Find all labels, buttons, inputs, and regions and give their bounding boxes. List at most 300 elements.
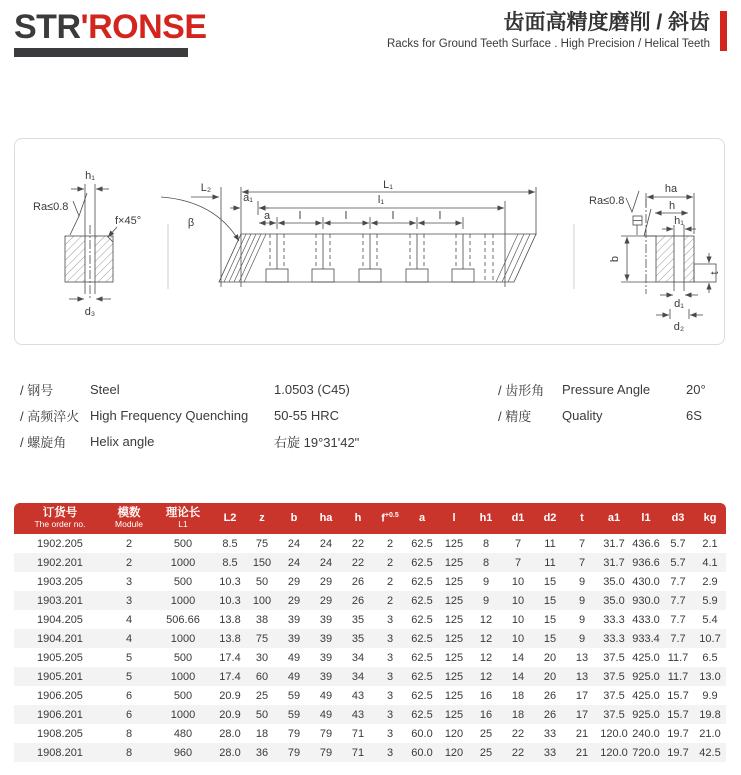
table-cell: 30 [255, 651, 269, 664]
column-header: a [406, 503, 438, 534]
table-cell: 49 [319, 689, 333, 702]
table-cell: 75 [255, 537, 269, 550]
spec-value: 20° [686, 381, 706, 397]
table-cell: 37.5 [603, 689, 625, 702]
table-cell: 16 [479, 708, 493, 721]
table-cell: 59 [287, 708, 301, 721]
table-body [14, 534, 726, 762]
table-cell: 5.4 [702, 613, 718, 626]
table-cell: 29 [319, 594, 333, 607]
table-row [14, 534, 726, 553]
table-cell: 10.3 [219, 575, 241, 588]
specs-right-column [498, 376, 727, 454]
table-cell: 60 [255, 670, 269, 683]
table-cell: 1905.201 [37, 670, 83, 683]
table-cell: 62.5 [411, 670, 433, 683]
table-cell: 20.9 [219, 708, 241, 721]
table-cell: 2 [125, 556, 133, 569]
table-cell: 1908.205 [37, 727, 83, 740]
table-cell: 925.0 [632, 670, 660, 683]
table-cell: 35 [351, 613, 365, 626]
table-cell: 17 [575, 708, 589, 721]
logo-underline-bar [14, 48, 188, 57]
table-cell: 43 [351, 708, 365, 721]
table-cell: 1904.205 [37, 613, 83, 626]
dim-label-t: t [709, 271, 721, 275]
table-cell: 18 [511, 689, 525, 702]
table-cell: 9.9 [702, 689, 718, 702]
table-cell: 11.7 [667, 651, 689, 664]
table-cell: 10.7 [699, 632, 721, 645]
table-cell: 33 [543, 727, 557, 740]
table-cell: 2 [125, 537, 133, 550]
table-cell: 10 [511, 575, 525, 588]
table-row [14, 610, 726, 629]
table-cell: 39 [319, 651, 333, 664]
spec-label-zh: / 钢号 [20, 382, 54, 398]
table-cell: 433.0 [632, 613, 660, 626]
spec-row-helix-angle [20, 428, 498, 454]
table-cell: 39 [287, 613, 301, 626]
dim-label-h1: h₁ [85, 170, 95, 182]
table-cell: 34 [351, 670, 365, 683]
table-cell: 75 [255, 632, 269, 645]
table-cell: 60.0 [411, 746, 433, 759]
table-cell: 33 [543, 746, 557, 759]
column-header: 理论长 L1 [152, 503, 214, 534]
table-cell: 22 [511, 727, 525, 740]
table-cell: 22 [351, 537, 365, 550]
table-cell: 500 [173, 575, 193, 588]
table-cell: 15 [543, 575, 557, 588]
table-cell: 7.7 [670, 594, 686, 607]
table-cell: 8.5 [222, 556, 238, 569]
table-cell: 7 [514, 556, 522, 569]
table-cell: 35.0 [603, 575, 625, 588]
dim-label-h1-side: h₁ [674, 215, 684, 227]
table-cell: 3 [386, 689, 394, 702]
table-cell: 1902.205 [37, 537, 83, 550]
table-cell: 26 [351, 594, 365, 607]
table-row [14, 667, 726, 686]
table-cell: 933.4 [632, 632, 660, 645]
table-cell: 62.5 [411, 689, 433, 702]
table-cell: 14 [511, 670, 525, 683]
column-header: a1 [598, 503, 630, 534]
column-header: l1 [630, 503, 662, 534]
table-cell: 31.7 [603, 556, 625, 569]
table-cell: 8 [482, 556, 490, 569]
table-cell: 24 [319, 556, 333, 569]
table-cell: 3 [386, 632, 394, 645]
spec-row-steel [20, 376, 498, 402]
table-cell: 71 [351, 727, 365, 740]
table-cell: 120.0 [600, 746, 628, 759]
table-cell: 7.7 [670, 575, 686, 588]
table-row [14, 743, 726, 762]
table-cell: 79 [319, 727, 333, 740]
spec-label-en: Helix angle [90, 433, 155, 449]
table-cell: 18 [255, 727, 269, 740]
dim-label-ha: ha [664, 183, 678, 195]
table-cell: 4 [125, 613, 133, 626]
table-cell: 125 [444, 632, 464, 645]
table-cell: 7 [514, 537, 522, 550]
table-cell: 62.5 [411, 537, 433, 550]
table-cell: 8.5 [222, 537, 238, 550]
dim-label-d3: d₃ [84, 306, 96, 318]
table-cell: 21.0 [699, 727, 721, 740]
dim-label-L1: L₁ [383, 179, 393, 191]
dim-label-l: l [391, 210, 395, 222]
table-cell: 720.0 [632, 746, 660, 759]
table-cell: 17 [575, 689, 589, 702]
spec-label-en: High Frequency Quenching [90, 407, 249, 423]
table-cell: 21 [575, 746, 589, 759]
table-cell: 19.7 [667, 727, 689, 740]
table-cell: 26 [543, 708, 557, 721]
table-header-row [14, 503, 726, 534]
dim-label-l: l [298, 210, 302, 222]
spec-label-zh: / 齿形角 [498, 382, 545, 398]
table-cell: 125 [444, 708, 464, 721]
table-cell: 39 [319, 632, 333, 645]
table-cell: 125 [444, 594, 464, 607]
table-cell: 5.7 [670, 556, 686, 569]
table-cell: 14 [511, 651, 525, 664]
table-cell: 13 [575, 651, 589, 664]
table-cell: 16 [479, 689, 493, 702]
table-cell: 37.5 [603, 708, 625, 721]
spec-value: 右旋 19°31'42" [274, 434, 360, 450]
table-cell: 8 [125, 746, 133, 759]
dim-label-d1: d₁ [674, 298, 684, 310]
table-cell: 33.3 [603, 613, 625, 626]
table-cell: 62.5 [411, 594, 433, 607]
table-cell: 3 [386, 727, 394, 740]
table-cell: 500 [173, 651, 193, 664]
table-cell: 125 [444, 651, 464, 664]
table-cell: 500 [173, 689, 193, 702]
table-cell: 1908.201 [37, 746, 83, 759]
table-cell: 13.0 [699, 670, 721, 683]
column-header: d3 [662, 503, 694, 534]
table-cell: 22 [351, 556, 365, 569]
table-cell: 3 [386, 708, 394, 721]
table-row [14, 629, 726, 648]
specs-left-column [20, 376, 498, 454]
table-row [14, 572, 726, 591]
logo-text [14, 10, 207, 44]
page-header [14, 10, 727, 57]
column-header: 订货号 The order no. [14, 503, 106, 534]
table-cell: 936.6 [632, 556, 660, 569]
column-header: $f^{+0.5}$ [374, 503, 406, 534]
end-view-diagram [33, 170, 141, 318]
table-cell: 13 [575, 670, 589, 683]
table-cell: 1904.201 [37, 632, 83, 645]
table-cell: 7 [578, 556, 586, 569]
table-cell: 71 [351, 746, 365, 759]
spec-label-en: Pressure Angle [562, 381, 651, 397]
table-cell: 436.6 [632, 537, 660, 550]
table-cell: 1902.201 [37, 556, 83, 569]
table-cell: 38 [255, 613, 269, 626]
table-cell: 10 [511, 613, 525, 626]
table-cell: 62.5 [411, 632, 433, 645]
table-row [14, 686, 726, 705]
table-cell: 13.8 [219, 632, 241, 645]
table-cell: 39 [319, 613, 333, 626]
table-cell: 1903.205 [37, 575, 83, 588]
technical-drawing-panel [14, 138, 725, 345]
spec-label-zh: / 精度 [498, 408, 532, 424]
table-cell: 62.5 [411, 613, 433, 626]
table-cell: 1905.205 [37, 651, 83, 664]
table-cell: 31.7 [603, 537, 625, 550]
table-cell: 37.5 [603, 670, 625, 683]
column-header: 模数 Module [106, 503, 152, 534]
table-cell: 26 [543, 689, 557, 702]
table-cell: 12 [479, 613, 493, 626]
table-cell: 1000 [170, 594, 196, 607]
column-header: d1 [502, 503, 534, 534]
table-cell: 120 [444, 746, 464, 759]
table-row [14, 724, 726, 743]
table-cell: 480 [173, 727, 193, 740]
table-cell: 10 [511, 594, 525, 607]
table-cell: 7.7 [670, 613, 686, 626]
table-cell: 49 [287, 651, 301, 664]
table-cell: 1906.205 [37, 689, 83, 702]
dim-label-l1: l₁ [377, 194, 385, 206]
table-cell: 9 [578, 613, 586, 626]
title-accent-bar [720, 11, 727, 51]
table-cell: 6 [125, 708, 133, 721]
table-cell: 22 [511, 746, 525, 759]
table-cell: 25 [479, 746, 493, 759]
column-header: z [246, 503, 278, 534]
spec-value: 50-55 HRC [274, 407, 340, 423]
table-cell: 10 [511, 632, 525, 645]
table-cell: 125 [444, 575, 464, 588]
dim-label-l: l [344, 210, 348, 222]
table-cell: 20 [543, 651, 557, 664]
table-cell: 1903.201 [37, 594, 83, 607]
table-cell: 62.5 [411, 651, 433, 664]
table-cell: 150 [252, 556, 272, 569]
spec-row-quality [498, 402, 727, 428]
table-cell: 11 [544, 556, 556, 569]
title-block [387, 10, 727, 51]
table-cell: 8 [125, 727, 133, 740]
column-header: L2 [214, 503, 246, 534]
table-cell: 19.8 [699, 708, 721, 721]
table-cell: 62.5 [411, 556, 433, 569]
table-cell: 28.0 [219, 746, 241, 759]
table-cell: 15 [543, 594, 557, 607]
table-cell: 125 [444, 689, 464, 702]
spec-label-zh: / 螺旋角 [20, 434, 67, 450]
table-cell: 15.7 [667, 708, 689, 721]
table-cell: 60.0 [411, 727, 433, 740]
dim-label-a: a [263, 210, 271, 222]
dim-label-beta: β [187, 217, 195, 229]
table-cell: 6.5 [702, 651, 718, 664]
table-cell: 5.9 [702, 594, 718, 607]
table-cell: 9 [482, 575, 490, 588]
table-cell: 13.8 [219, 613, 241, 626]
table-cell: 39 [319, 670, 333, 683]
column-header: kg [694, 503, 726, 534]
table-cell: 425.0 [632, 651, 660, 664]
table-cell: 42.5 [699, 746, 721, 759]
table-cell: 35.0 [603, 594, 625, 607]
column-header: b [278, 503, 310, 534]
table-cell: 39 [287, 632, 301, 645]
table-cell: 49 [287, 670, 301, 683]
table-cell: 17.4 [219, 651, 241, 664]
table-cell: 15 [543, 632, 557, 645]
table-cell: 20 [543, 670, 557, 683]
table-cell: 29 [287, 594, 301, 607]
table-cell: 930.0 [632, 594, 660, 607]
table-cell: 120.0 [600, 727, 628, 740]
spec-row-quenching [20, 402, 498, 428]
table-cell: 12 [479, 632, 493, 645]
table-cell: 1906.201 [37, 708, 83, 721]
table-cell: 9 [578, 632, 586, 645]
logo-text-red: 'RONSE [80, 8, 207, 46]
spec-row-pressure-angle [498, 376, 727, 402]
column-header: d2 [534, 503, 566, 534]
table-cell: 125 [444, 556, 464, 569]
column-header: t [566, 503, 598, 534]
table-cell: 2.1 [702, 537, 718, 550]
spec-label-zh: / 高频淬火 [20, 408, 80, 424]
product-table [14, 503, 726, 762]
table-cell: 24 [319, 537, 333, 550]
table-cell: 33.3 [603, 632, 625, 645]
table-cell: 3 [386, 613, 394, 626]
table-cell: 100 [252, 594, 272, 607]
table-cell: 11 [544, 537, 556, 550]
table-cell: 24 [287, 537, 301, 550]
table-cell: 240.0 [632, 727, 660, 740]
product-table-section [14, 503, 726, 762]
table-cell: 6 [125, 689, 133, 702]
table-cell: 59 [287, 689, 301, 702]
table-cell: 430.0 [632, 575, 660, 588]
table-cell: 10.3 [219, 594, 241, 607]
table-row [14, 591, 726, 610]
table-cell: 9 [578, 594, 586, 607]
table-cell: 4.1 [702, 556, 718, 569]
table-cell: 18 [511, 708, 525, 721]
table-cell: 12 [479, 651, 493, 664]
page-subtitle: Racks for Ground Teeth Surface . High Precision / Helical Teeth [386, 38, 710, 51]
dim-label-b: b [609, 255, 621, 263]
side-view-diagram [589, 183, 721, 333]
table-cell: 1000 [170, 632, 196, 645]
table-cell: 15.7 [667, 689, 689, 702]
table-row [14, 648, 726, 667]
table-cell: 35 [351, 632, 365, 645]
table-cell: 506.66 [166, 613, 200, 626]
table-cell: 19.7 [667, 746, 689, 759]
table-cell: 79 [287, 746, 301, 759]
table-cell: 79 [287, 727, 301, 740]
table-cell: 2 [386, 537, 394, 550]
table-cell: 11.7 [667, 670, 689, 683]
page-title: 齿面高精度磨削 / 斜齿 [503, 11, 710, 34]
table-cell: 3 [386, 746, 394, 759]
top-view-diagram [161, 179, 536, 287]
table-cell: 2 [386, 556, 394, 569]
table-cell: 120 [444, 727, 464, 740]
table-cell: 9 [482, 594, 490, 607]
surface-roughness-label: Ra≤0.8 [33, 201, 69, 213]
table-cell: 1000 [170, 708, 196, 721]
table-cell: 36 [255, 746, 269, 759]
table-cell: 2 [386, 594, 394, 607]
table-cell: 25 [479, 727, 493, 740]
table-cell: 8 [482, 537, 490, 550]
column-header: h [342, 503, 374, 534]
table-cell: 15 [543, 613, 557, 626]
table-cell: 3 [386, 651, 394, 664]
table-cell: 62.5 [411, 575, 433, 588]
table-cell: 4 [125, 632, 133, 645]
dim-label-d2: d₂ [673, 321, 685, 333]
technical-drawing [15, 139, 724, 344]
dim-label-L2: L₂ [200, 182, 212, 194]
chamfer-label: f×45° [115, 215, 142, 227]
table-cell: 29 [287, 575, 301, 588]
table-cell: 3 [386, 670, 394, 683]
table-cell: 43 [351, 689, 365, 702]
table-cell: 125 [444, 537, 464, 550]
brand-logo [14, 10, 207, 57]
table-cell: 21 [575, 727, 589, 740]
table-cell: 79 [319, 746, 333, 759]
spec-value: 1.0503 (C45) [274, 381, 350, 397]
table-cell: 2.9 [702, 575, 718, 588]
table-cell: 2 [386, 575, 394, 588]
table-cell: 12 [479, 670, 493, 683]
table-cell: 5 [125, 651, 133, 664]
table-cell: 49 [319, 708, 333, 721]
table-cell: 9 [578, 575, 586, 588]
surface-roughness-label-side: Ra≤0.8 [589, 195, 625, 207]
table-cell: 29 [319, 575, 333, 588]
table-cell: 7.7 [670, 632, 686, 645]
column-header: l [438, 503, 470, 534]
table-cell: 24 [287, 556, 301, 569]
table-cell: 26 [351, 575, 365, 588]
spec-label-en: Quality [562, 407, 603, 423]
dim-label-a1: a₁ [243, 192, 253, 204]
spec-label-en: Steel [90, 381, 120, 397]
table-cell: 125 [444, 613, 464, 626]
table-cell: 7 [578, 537, 586, 550]
table-cell: 3 [125, 575, 133, 588]
table-cell: 37.5 [603, 651, 625, 664]
table-cell: 1000 [170, 556, 196, 569]
table-cell: 500 [173, 537, 193, 550]
column-header: h1 [470, 503, 502, 534]
table-cell: 62.5 [411, 708, 433, 721]
